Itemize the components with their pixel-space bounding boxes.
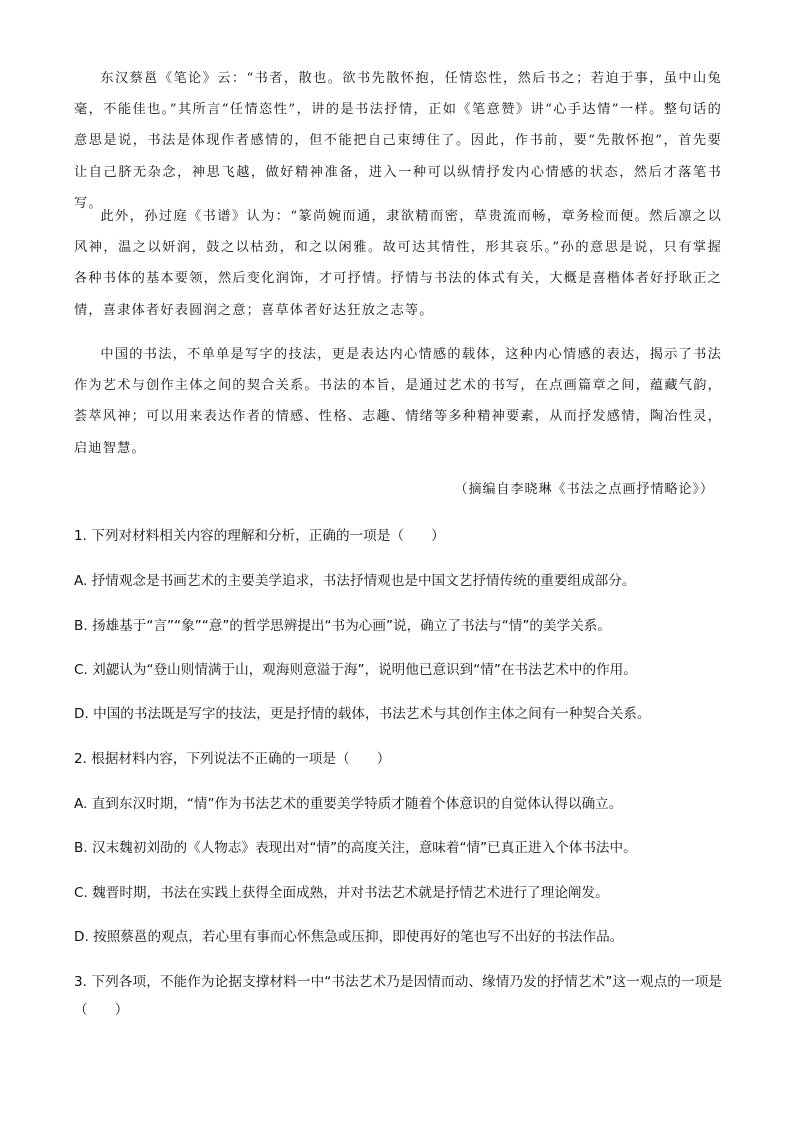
question-1-option-d: D. 中国的书法既是写字的技法，更是抒情的载体，书法艺术与其创作主体之间有一种契合关系。 xyxy=(74,706,651,722)
question-2-option-c: C. 魏晋时期，书法在实践上获得全面成熟，并对书法艺术就是抒情艺术进行了理论阐发。 xyxy=(74,885,609,901)
question-1-option-b: B. 扬雄基于“言”“象”“意”的哲学思辨提出“书为心画”说，确立了书法与“情”的美学关系。 xyxy=(74,618,611,634)
question-2-stem: 2. 根据材料内容，下列说法不正确的一项是（ ） xyxy=(74,751,391,767)
question-1-option-a: A. 抒情观念是书画艺术的主要美学追求，书法抒情观也是中国文艺抒情传统的重要组成部分。 xyxy=(74,573,636,589)
passage-paragraph-3: 中国的书法，不单单是写字的技法，更是表达内心情感的载体，这种内心情感的表达，揭示了书法作为艺术与创作主体之间的契合关系。书法的本旨，是通过艺术的书写，在点画篇章之间，蕴藏气韵，荟萃风神；可以用来表达作者的情感、性格、志趣、情绪等多种精神要素，从而抒发感情，陶冶性灵，启迪智慧。 xyxy=(74,347,722,456)
passage-source: （摘编自李晓琳《书法之点画抒情略论》） xyxy=(454,482,714,497)
passage-paragraph-1: 东汉蔡邕《笔论》云：“书者，散也。欲书先散怀抱，任情恣性，然后书之；若迫于事，虽中山兔毫，不能佳也。”其所言“任情恣性”，讲的是书法抒情，正如《笔意赞》讲“心手达情”一样。整句话的意思是说，书法是体现作者感情的，但不能把自己束缚住了。因此，作书前，要“先散怀抱”，首先要让自己脐无杂念，神思飞越，做好精神准备，进入一种可以纵情抒发内心情感的状态，然后才落笔书写。 xyxy=(74,71,722,211)
question-3-stem: 3. 下列各项，不能作为论据支撑材料一中“书法艺术乃是因情而动、缘情乃发的抒情艺术”这一观点的一项是（ ） xyxy=(74,974,722,1018)
question-1-option-c: C. 刘勰认为“登山则情满于山，观海则意溢于海”，说明他已意识到“情”在书法艺术中的作用。 xyxy=(74,662,637,678)
question-2-option-b: B. 汉末魏初刘劭的《人物志》表现出对“情”的高度关注，意味着“情”已真正进入个体书法中。 xyxy=(74,840,637,856)
question-2-option-a: A. 直到东汉时期，“情”作为书法艺术的重要美学特质才随着个体意识的自觉体认得以确立。 xyxy=(74,796,623,812)
question-1-stem: 1. 下列对材料相关内容的理解和分析，正确的一项是（ ） xyxy=(74,528,445,544)
passage-paragraph-2: 此外，孙过庭《书谱》认为：“篆尚婉而通，隶欲精而密，草贵流而畅，章务检而便。然后凛之以风神，温之以妍润，鼓之以枯劲，和之以闲雅。故可达其情性，形其哀乐。”孙的意思是说，只有掌握各种书体的基本要领，然后变化润饰，才可抒情。抒情与书法的体式有关，大概是喜楷体者好抒耿正之情，喜隶体者好表圆润之意；喜草体者好达狂放之志等。 xyxy=(74,209,722,318)
question-2-option-d: D. 按照蔡邕的观点，若心里有事而心怀焦急或压抑，即使再好的笔也写不出好的书法作品。 xyxy=(74,929,624,945)
